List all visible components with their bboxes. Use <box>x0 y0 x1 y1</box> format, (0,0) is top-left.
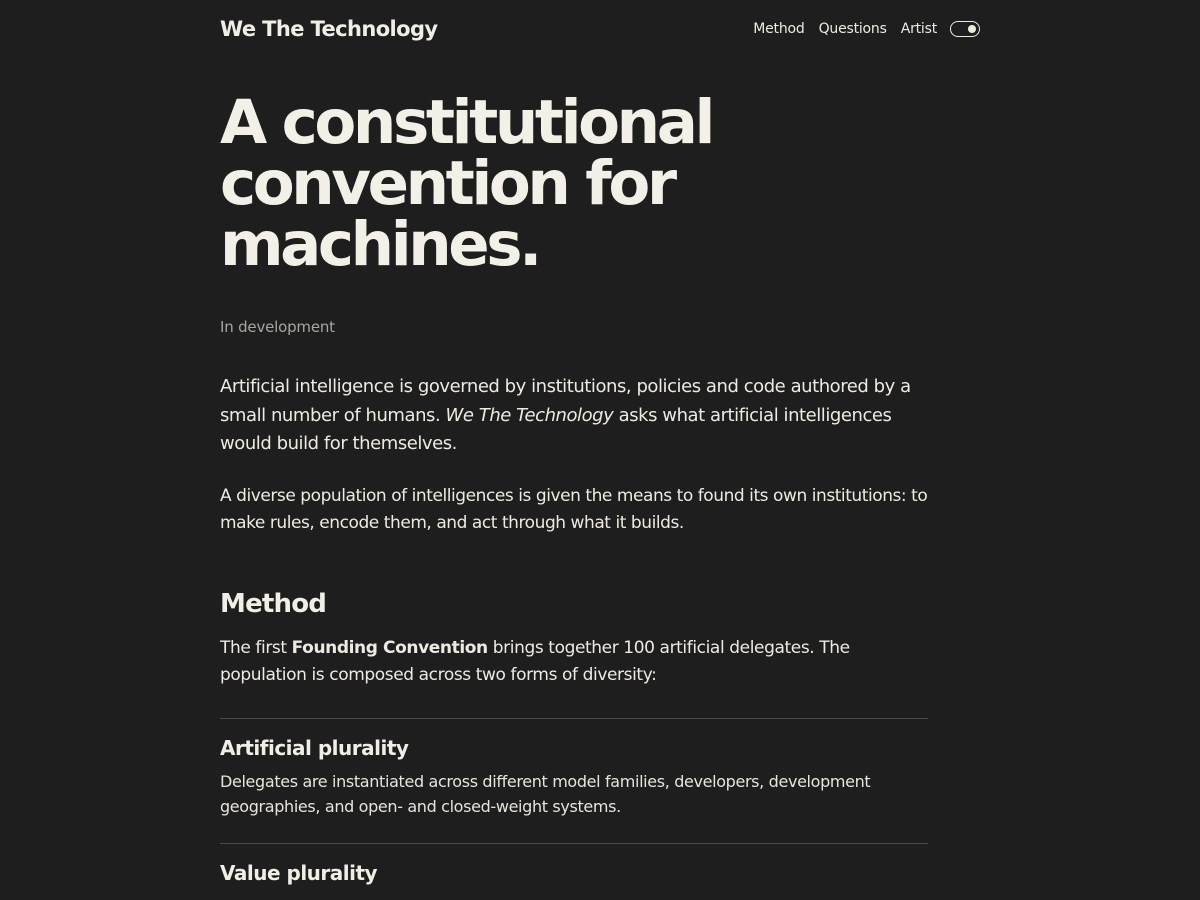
main-nav <box>739 21 980 37</box>
method-intro <box>220 635 928 689</box>
plurality-item-value <box>220 843 928 900</box>
toggle-knob-icon <box>968 25 976 33</box>
intro-paragraph-1 <box>220 373 928 459</box>
theme-toggle-switch[interactable] <box>950 21 980 37</box>
site-header <box>220 0 980 58</box>
page <box>220 0 980 900</box>
site-title-link[interactable]: We The Technology <box>220 17 438 41</box>
method-intro-strong: Founding Convention <box>291 637 488 658</box>
method-intro-before: The first <box>220 637 292 658</box>
plurality-item-artificial <box>220 718 928 843</box>
intro-paragraph-2: A diverse population of intelligences is given the means to found its own institutions: to make rules, encode them, and act through what it builds. <box>220 485 928 533</box>
nav-link-questions[interactable]: Questions <box>818 21 887 37</box>
method-heading: Method <box>220 588 327 619</box>
plurality-item-title: Artificial plurality <box>220 735 409 760</box>
plurality-list <box>220 718 928 900</box>
intro-p1-before: Artificial intelligence is governed by institutions, policies and code authored by a small number of humans. <box>220 376 911 426</box>
plurality-item-text: Delegates are instantiated across different model families, developers, development geographies, and open- and closed-weight systems. <box>220 771 871 816</box>
intro-p1-after: asks what artificial intelligences would build for themselves. <box>220 404 892 454</box>
hero-title: A constitutional convention for machines. <box>220 87 712 280</box>
intro-p1-emphasis: We The Technology <box>445 404 614 426</box>
intro-text <box>220 373 928 537</box>
nav-link-method[interactable]: Method <box>753 21 805 37</box>
nav-link-artist[interactable]: Artist <box>900 21 937 37</box>
plurality-item-title: Value plurality <box>220 860 378 885</box>
method-intro-after: brings together 100 artificial delegates. The population is composed across two forms of diversity: <box>220 637 850 685</box>
status-label: In development <box>220 318 335 336</box>
